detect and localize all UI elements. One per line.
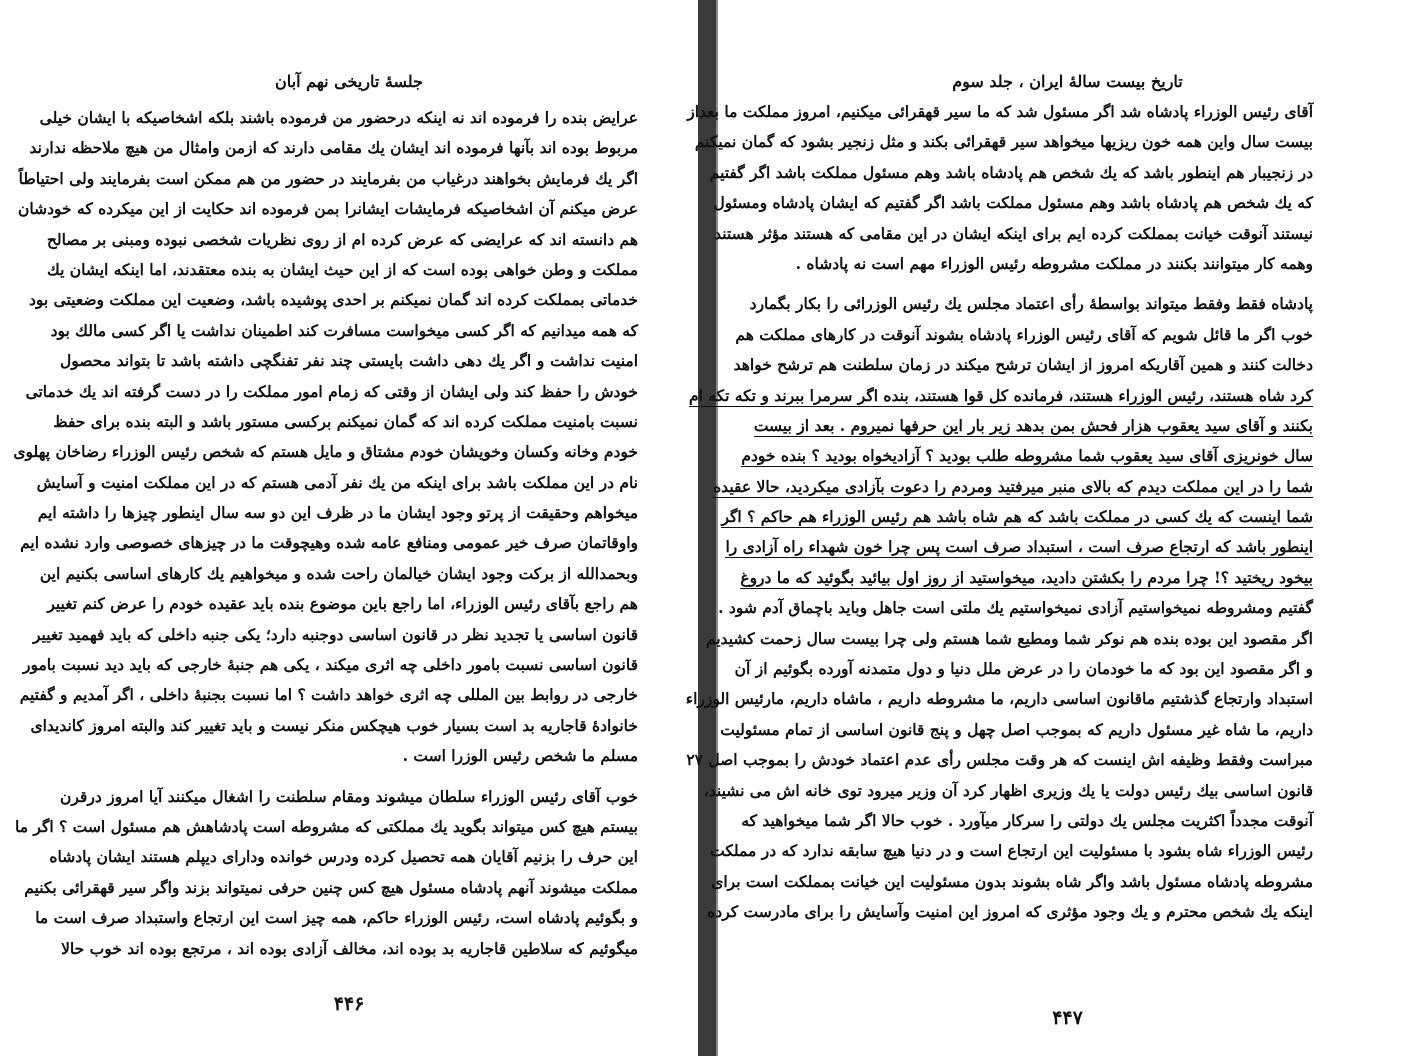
running-header: تاریخ بیست سالهٔ ایران ، جلد سوم xyxy=(952,72,1183,91)
line-text: که یك شخص هم پادشاه باشد وهم مسئول مملکت باشد اگر گفتیم که ایشان پادشاه ومسئول xyxy=(713,193,1313,213)
line-text: و اگر مقصود این بود که ما خودمان را در عرض ملل دنیا و دول متمدنه آورده بگوئیم از آن xyxy=(734,659,1313,679)
page-number: ۴۴۶ xyxy=(333,993,365,1015)
text-line xyxy=(23,650,638,680)
line-text: مسلم ما شخص رئیس الوزرا است . xyxy=(402,746,638,766)
right-page xyxy=(685,0,1417,1056)
line-text: سال خونریزی آقای سید یعقوب شما مشروطه طلب بودید ؟ آزادیخواه بودید ؟ بنده خودم xyxy=(741,446,1313,466)
text-line xyxy=(60,346,638,376)
text-line xyxy=(35,903,638,933)
line-text: بکنند و آقای سید یعقوب هزار فحش بمن بدهد زیر بار این حرفها نمیروم . بعد از بیست xyxy=(753,415,1313,435)
text-line xyxy=(707,897,1313,927)
underlined-text-line xyxy=(688,381,1313,411)
text-line xyxy=(694,127,1313,157)
line-text: خوب آقای رئیس الوزراء سلطان میشوند ومقام سلطنت را اشغال میکنند آیا امروز درقرن xyxy=(60,786,638,806)
text-line xyxy=(19,680,638,710)
line-text: بیخود ریختید ؟! چرا مردم را بکشتن دادید، میخواستید از روز اول بیائید بگوئید که ما دروغ xyxy=(740,567,1313,587)
text-line xyxy=(709,158,1313,188)
line-text: پادشاه فقط وفقط میتواند بواسطهٔ رأی اعتماد مجلس یك رئیس الوزرائی را بکار بگمارد xyxy=(749,294,1313,314)
line-text: شما را در این مملکت دیدم که بالای منبر میرفتید ومردم را دعوت بآزادی میکردید، حالا عقیده xyxy=(713,476,1313,496)
page-body xyxy=(13,103,638,964)
line-text: واوقاتمان صرف خیر عمومی ومنافع عامه شده وهیچوقت ما در چیزهای خصوصی وارد نشده ایم xyxy=(20,533,638,553)
line-text: اینکه یك شخص محترم و یك وجود مؤثری که امروز این امنیت وآسایش را برای مادرست کرده xyxy=(707,902,1313,922)
text-line xyxy=(713,188,1313,218)
line-text: شما اینست که یك کسی در مملکت باشد که هم شاه باشد هم رئیس الوزراء هم حاکم ؟ اگر xyxy=(721,507,1313,527)
line-text: آنوقت مجدداً اکثریت مجلس یك دولتی را سرکار میآورد . خوب حالا اگر شما میخواهید که xyxy=(741,810,1313,830)
line-text: میخواهم وحقیقت از پرتو وجود ایشان ما در ظرف این دو سه سال اینطور چیزها را داشته ایم xyxy=(37,503,638,523)
line-text: خدماتی بمملکت کرده اند گمان نمیکنم بر احدی پوشیده باشد، وضعیت این مملکت وضعیتی بود xyxy=(29,290,638,310)
text-line xyxy=(47,589,638,619)
text-line xyxy=(18,164,638,194)
text-line xyxy=(15,812,638,842)
line-text: نام در این مملکت باشد برای اینکه من یك نفر آدمی هستم که در این مملکت امنیت و آسایش xyxy=(36,472,638,492)
text-line xyxy=(24,873,638,903)
underlined-text-line xyxy=(725,532,1313,562)
text-line xyxy=(749,289,1313,319)
text-line xyxy=(39,103,638,133)
page-body xyxy=(685,97,1313,928)
text-line xyxy=(20,528,638,558)
line-text: مملکت و وطن خواهی بوده است که از این حیث ایشان به بنده معتقدند، اما اینکه ایشان یك xyxy=(47,259,638,279)
line-text: اگر یك فرمایش بخواهند درغیاب من بفرمایند در حضور من هم ممکن است بفرمایند ولی احتیاطاً xyxy=(18,168,638,188)
text-line xyxy=(710,836,1313,866)
text-line xyxy=(29,285,638,315)
running-header: جلسهٔ تاریخی نهم آبان xyxy=(275,72,423,91)
line-text: قانون اساسی بیك رئیس دولت یا یك وزیری اظهار کرد آن وزیر میرود توی خانه اش می نشیند، xyxy=(703,780,1313,800)
line-text: کرد شاه هستند، رئیس الوزراء هستند، فرمانده کل قوا هستند، بنده اگر سرمرا ببرند و تکه تکه ام xyxy=(688,385,1313,405)
text-line xyxy=(32,620,638,650)
text-line xyxy=(25,377,638,407)
paragraph-gap xyxy=(813,279,1313,289)
line-text: اینطور باشد که ارتجاع صرف است ، استبداد صرف است پس چرا خون شهداء راه آزادی را xyxy=(725,537,1313,557)
line-text: رئیس الوزراء شاه بشود با مسئولیت این ارتجاع است و در دنیا هیچ سابقه ندارد که در مملکت xyxy=(710,841,1313,861)
line-text: خوب اگر ما قائل شویم که آقای رئیس الوزراء پادشاه بشوند آنوقت در کارهای مملکت هم xyxy=(735,324,1313,344)
line-text: خودم وخانه وکسان وخویشان خودم مشتاق و مایل هستم که شخص رئیس الوزراء رضاخان پهلوی xyxy=(13,442,638,462)
text-line xyxy=(741,806,1313,836)
line-text: خانوادهٔ قاجاریه بد است بسیار خوب هیچکس منکر نیست و باید تغییر کند والبته امروز کاندیدای xyxy=(30,715,638,735)
line-text: که همه میدانیم که اگر کسی میخواست مسافرت کند اطمینان نداشت یا اگر کسی مالك بود xyxy=(50,320,638,340)
underlined-text-line xyxy=(753,411,1313,441)
text-line xyxy=(687,97,1313,127)
paragraph-gap xyxy=(60,772,638,782)
left-page xyxy=(0,0,698,1056)
line-text: هم راجع بآقای رئیس الوزراء، اما راجع باین موضوع بنده باید عقیده خودم را عرض کنم تغییر xyxy=(47,594,638,614)
line-text: قانون اساسی یا تجدید نظر در قانون اساسی دوجنبه دارد؛ یکی جنبه داخلی که باید فهمید تغییر xyxy=(32,624,638,644)
text-line xyxy=(60,741,638,771)
text-line xyxy=(703,776,1313,806)
underlined-text-line xyxy=(740,563,1313,593)
text-line xyxy=(795,249,1313,279)
text-line xyxy=(714,219,1313,249)
text-line xyxy=(50,316,638,346)
line-text: مربوط بوده اند بآنها فرموده اند ایشان یك مقامی دارند که ازمن وامثال من هیچ ملاحظه ندارند xyxy=(29,138,638,158)
text-line xyxy=(735,320,1313,350)
text-line xyxy=(29,133,638,163)
line-text: نیستند آنوقت خیانت بمملکت کرده ایم برای اینکه ایشان در این مقامی که هستند مؤثر هستند xyxy=(714,223,1313,243)
text-line xyxy=(720,715,1313,745)
line-text: مملکت میشوند آنهم پادشاه مسئول هیچ کس چنین حرفی نمیتواند بزند واگر سیر قهقرائی بکنیم xyxy=(24,877,638,897)
line-text: عرایض بنده را فرموده اند نه اینکه درحضور من فرموده باشند بلکه اشخاصیکه با ایشان خیلی xyxy=(39,108,638,127)
line-text: مبراست وفقط وظیفه اش اینست که هر وقت مجلس رأی عدم اعتماد خودش را بموجب اصل ۲۷ xyxy=(686,750,1313,770)
text-line xyxy=(46,225,638,255)
text-line xyxy=(47,255,638,285)
line-text: این حرف را بزنیم آقایان همه تحصیل کرده ودرس خوانده ودارای دیپلم هستند ایشان پادشاه xyxy=(49,847,638,867)
text-line xyxy=(36,468,638,498)
text-line xyxy=(18,194,638,224)
underlined-text-line xyxy=(713,472,1313,502)
line-text: هم دانسته اند که عرایضی که عرض کرده ام از روی نظریات شخصی نبوده ومبنی بر مصالح xyxy=(46,229,638,249)
page-number: ۴۴۷ xyxy=(1052,1007,1083,1029)
text-line xyxy=(718,593,1313,623)
line-text: وهمه کار میتوانند بکنند در مملکت مشروطه رئیس الوزراء مهم است نه پادشاه . xyxy=(795,253,1313,273)
line-text: امنیت نداشت و اگر یك دهی داشت بایستی چند نفر تفنگچی داشته باشد تا بتواند محصول xyxy=(60,351,638,371)
text-line xyxy=(13,437,638,467)
text-line xyxy=(30,711,638,741)
line-text: عرض میکنم آن اشخاصیکه فرمایشات ایشانرا بمن فرموده اند حکایت از این میکرده که خودشان xyxy=(18,199,638,219)
line-text: بیست سال واین همه خون ریزیها میخواهد سیر قهقرائی بکند و مثل زنجیر بشود که گمان نمیکنم xyxy=(694,132,1313,152)
line-text: خارجی در روابط بین المللی چه اثری خواهد داشت ؟ اما نسبت بجنبهٔ داخلی ، اگر آمدیم و گفتیم xyxy=(19,685,638,705)
line-text: مشروطه پادشاه مسئول باشد واگر شاه بشوند بدون مسئولیت این خیانت بمملکت است برای xyxy=(711,871,1313,891)
text-line xyxy=(733,350,1313,380)
line-text: آقای رئیس الوزراء پادشاه شد اگر مسئول شد که ما سیر قهقرائی میکنیم، امروز مملکت ما بعداز xyxy=(687,102,1313,121)
line-text: داریم، ما شاه غیر مسئول داریم که بموجب اصل چهل و پنج قانون اساسی از تمام مسئولیت xyxy=(720,719,1313,739)
text-line xyxy=(53,407,638,437)
line-text: در زنجیبار هم اینطور باشد که یك شخص هم پادشاه باشد وهم مسئول مملکت باشد اگر گفتیم xyxy=(709,162,1313,182)
line-text: بیستم هیچ کس میتواند بگوید یك مملکتی که مشروطه است پادشاهش هم مسئول است ؟ اگر ما xyxy=(15,816,638,836)
line-text: وبحمدالله از برکت وجود ایشان خیالمان راحت شده و میخواهیم یك کارهای اساسی بکنیم این xyxy=(39,563,638,583)
line-text: گفتیم ومشروطه نمیخواستیم آزادی نمیخواستیم یك ملتی است جاهل وباید باچماق آدم شود . xyxy=(718,598,1313,618)
text-line xyxy=(60,782,638,812)
text-line xyxy=(705,624,1313,654)
line-text: و بگوئیم پادشاه است، رئیس الوزراء حاکم، همه چیز است این ارتجاع واستبداد صرف است ما xyxy=(35,908,638,928)
line-text: میگوئیم که سلاطین قاجاریه بد بوده اند، مخالف آزادی بوده اند ، مرتجع بوده اند خوب حالا xyxy=(61,938,638,958)
text-line xyxy=(686,745,1313,775)
line-text: استبداد وارتجاع گذشتیم ماقانون اساسی داریم، ما مشروطه داریم ، ماشاه داریم، مارئیس الوزراء xyxy=(685,689,1313,709)
underlined-text-line xyxy=(721,502,1313,532)
line-text: نسبت بامنیت مملکت کرده اند که گمان نمیکنم برکسی مستور باشد و البته بنده برای حفظ xyxy=(53,411,638,431)
text-line xyxy=(734,654,1313,684)
text-line xyxy=(49,842,638,872)
text-line xyxy=(37,498,638,528)
line-text: قانون اساسی نسبت بامور داخلی چه اثری میکند ، یکی هم جنبهٔ خارجی که باید دید نسبت بامور xyxy=(23,655,638,675)
text-line xyxy=(685,684,1313,714)
text-line xyxy=(711,867,1313,897)
line-text: اگر مقصود این بوده بنده هم نوکر شما ومطیع شما هستم ولی چرا بیست سال زحمت کشیدیم xyxy=(705,628,1313,648)
text-line xyxy=(60,934,638,964)
text-line xyxy=(39,559,638,589)
line-text: دخالت کنند و همین آقاریکه امروز از ایشان ترشح میکند در زمان سلطنت هم ترشح خواهد xyxy=(733,355,1313,375)
underlined-text-line xyxy=(741,441,1313,471)
line-text: خودش را حفظ کند ولی ایشان از وقتی که زمام امور مملکت را در دست گرفته اند یك خدماتی xyxy=(25,381,638,401)
